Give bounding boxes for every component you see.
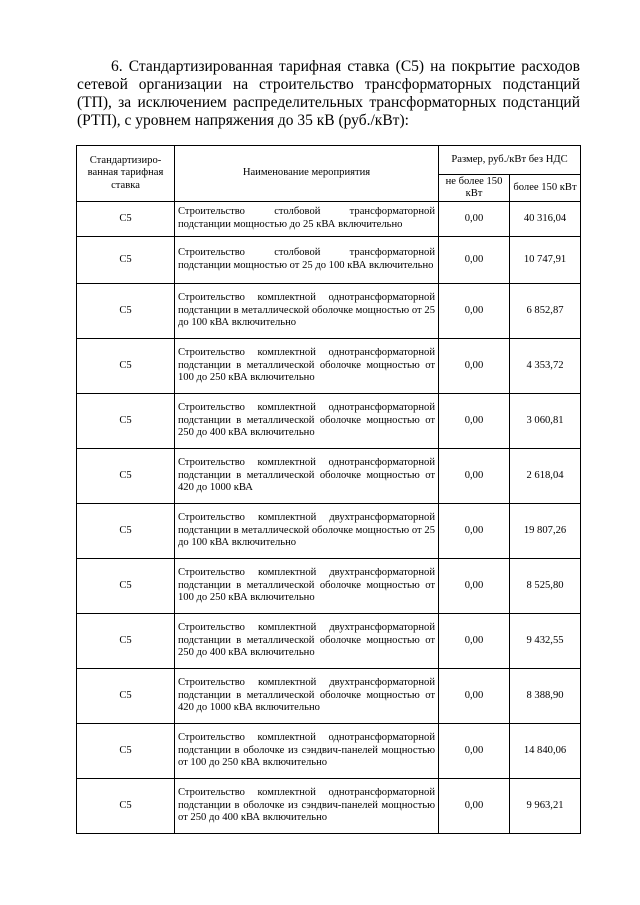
cell-name: Строительство комплектной двухтрансформаторной подстанции в металлической оболочке мощностью от 100 до 250 кВА включительно [175, 559, 439, 614]
cell-name: Строительство комплектной двухтрансформаторной подстанции в металлической оболочке мощностью от 250 до 400 кВА включительно [175, 614, 439, 669]
cell-name: Строительство столбовой трансформаторной подстанции мощностью от 25 до 100 кВА включительно [175, 237, 439, 284]
table-row [77, 202, 581, 237]
table-row [77, 669, 581, 724]
cell-gt150: 9 963,21 [510, 779, 581, 834]
header-gt150: более 150 кВт [510, 175, 581, 202]
cell-name: Строительство комплектной однотрансформаторной подстанции в оболочке из сэндвич-панелей мощностью от 100 до 250 кВА включительно [175, 724, 439, 779]
cell-le150: 0,00 [439, 669, 510, 724]
header-size: Размер, руб./кВт без НДС [439, 146, 581, 175]
cell-gt150: 10 747,91 [510, 237, 581, 284]
table-row [77, 394, 581, 449]
cell-rate: С5 [77, 449, 175, 504]
cell-rate: С5 [77, 614, 175, 669]
table-row [77, 724, 581, 779]
table-row [77, 779, 581, 834]
cell-gt150: 40 316,04 [510, 202, 581, 237]
table-row [77, 614, 581, 669]
cell-name: Строительство комплектной однотрансформаторной подстанции в металлической оболочке мощностью от 420 до 1000 кВА [175, 449, 439, 504]
cell-gt150: 2 618,04 [510, 449, 581, 504]
cell-le150: 0,00 [439, 614, 510, 669]
section-heading: 6. Стандартизированная тарифная ставка (С5) на покрытие расходов сетевой организации на строительство трансформаторных подстанций (ТП), за исключением распределительных трансформаторных подстанций (РТП), с уровнем напряжения до 35 кВ (руб./кВт): [77, 58, 580, 129]
cell-name: Строительство комплектной однотрансформаторной подстанции в оболочке из сэндвич-панелей мощностью от 250 до 400 кВА включительно [175, 779, 439, 834]
cell-gt150: 3 060,81 [510, 394, 581, 449]
cell-rate: С5 [77, 669, 175, 724]
cell-rate: С5 [77, 724, 175, 779]
cell-le150: 0,00 [439, 504, 510, 559]
table-row [77, 284, 581, 339]
cell-gt150: 8 525,80 [510, 559, 581, 614]
table-row [77, 237, 581, 284]
cell-gt150: 6 852,87 [510, 284, 581, 339]
cell-le150: 0,00 [439, 339, 510, 394]
cell-le150: 0,00 [439, 394, 510, 449]
cell-rate: С5 [77, 237, 175, 284]
cell-gt150: 8 388,90 [510, 669, 581, 724]
cell-name: Строительство комплектной однотрансформаторной подстанции в металлической оболочке мощностью от 100 до 250 кВА включительно [175, 339, 439, 394]
cell-rate: С5 [77, 394, 175, 449]
cell-gt150: 4 353,72 [510, 339, 581, 394]
cell-le150: 0,00 [439, 779, 510, 834]
cell-le150: 0,00 [439, 284, 510, 339]
cell-rate: С5 [77, 339, 175, 394]
header-rate: Стандартизиро-ванная тарифная ставка [77, 146, 175, 202]
cell-rate: С5 [77, 504, 175, 559]
cell-name: Строительство столбовой трансформаторной подстанции мощностью до 25 кВА включительно [175, 202, 439, 237]
cell-rate: С5 [77, 202, 175, 237]
table-row [77, 339, 581, 394]
cell-name: Строительство комплектной однотрансформаторной подстанции в металлической оболочке мощностью от 250 до 400 кВА включительно [175, 394, 439, 449]
cell-name: Строительство комплектной однотрансформаторной подстанции в металлической оболочке мощностью от 25 до 100 кВА включительно [175, 284, 439, 339]
cell-gt150: 19 807,26 [510, 504, 581, 559]
cell-gt150: 14 840,06 [510, 724, 581, 779]
cell-gt150: 9 432,55 [510, 614, 581, 669]
cell-le150: 0,00 [439, 724, 510, 779]
table-row [77, 449, 581, 504]
table-row [77, 559, 581, 614]
cell-rate: С5 [77, 559, 175, 614]
header-le150: не более 150 кВт [439, 175, 510, 202]
cell-name: Строительство комплектной двухтрансформаторной подстанции в металлической оболочке мощностью от 420 до 1000 кВА включительно [175, 669, 439, 724]
cell-rate: С5 [77, 284, 175, 339]
cell-le150: 0,00 [439, 237, 510, 284]
cell-le150: 0,00 [439, 202, 510, 237]
cell-le150: 0,00 [439, 449, 510, 504]
cell-le150: 0,00 [439, 559, 510, 614]
cell-name: Строительство комплектной двухтрансформаторной подстанции в металлической оболочке мощностью от 25 до 100 кВА включительно [175, 504, 439, 559]
table-row [77, 504, 581, 559]
cell-rate: С5 [77, 779, 175, 834]
tariff-table [76, 145, 581, 834]
header-name: Наименование мероприятия [175, 146, 439, 202]
